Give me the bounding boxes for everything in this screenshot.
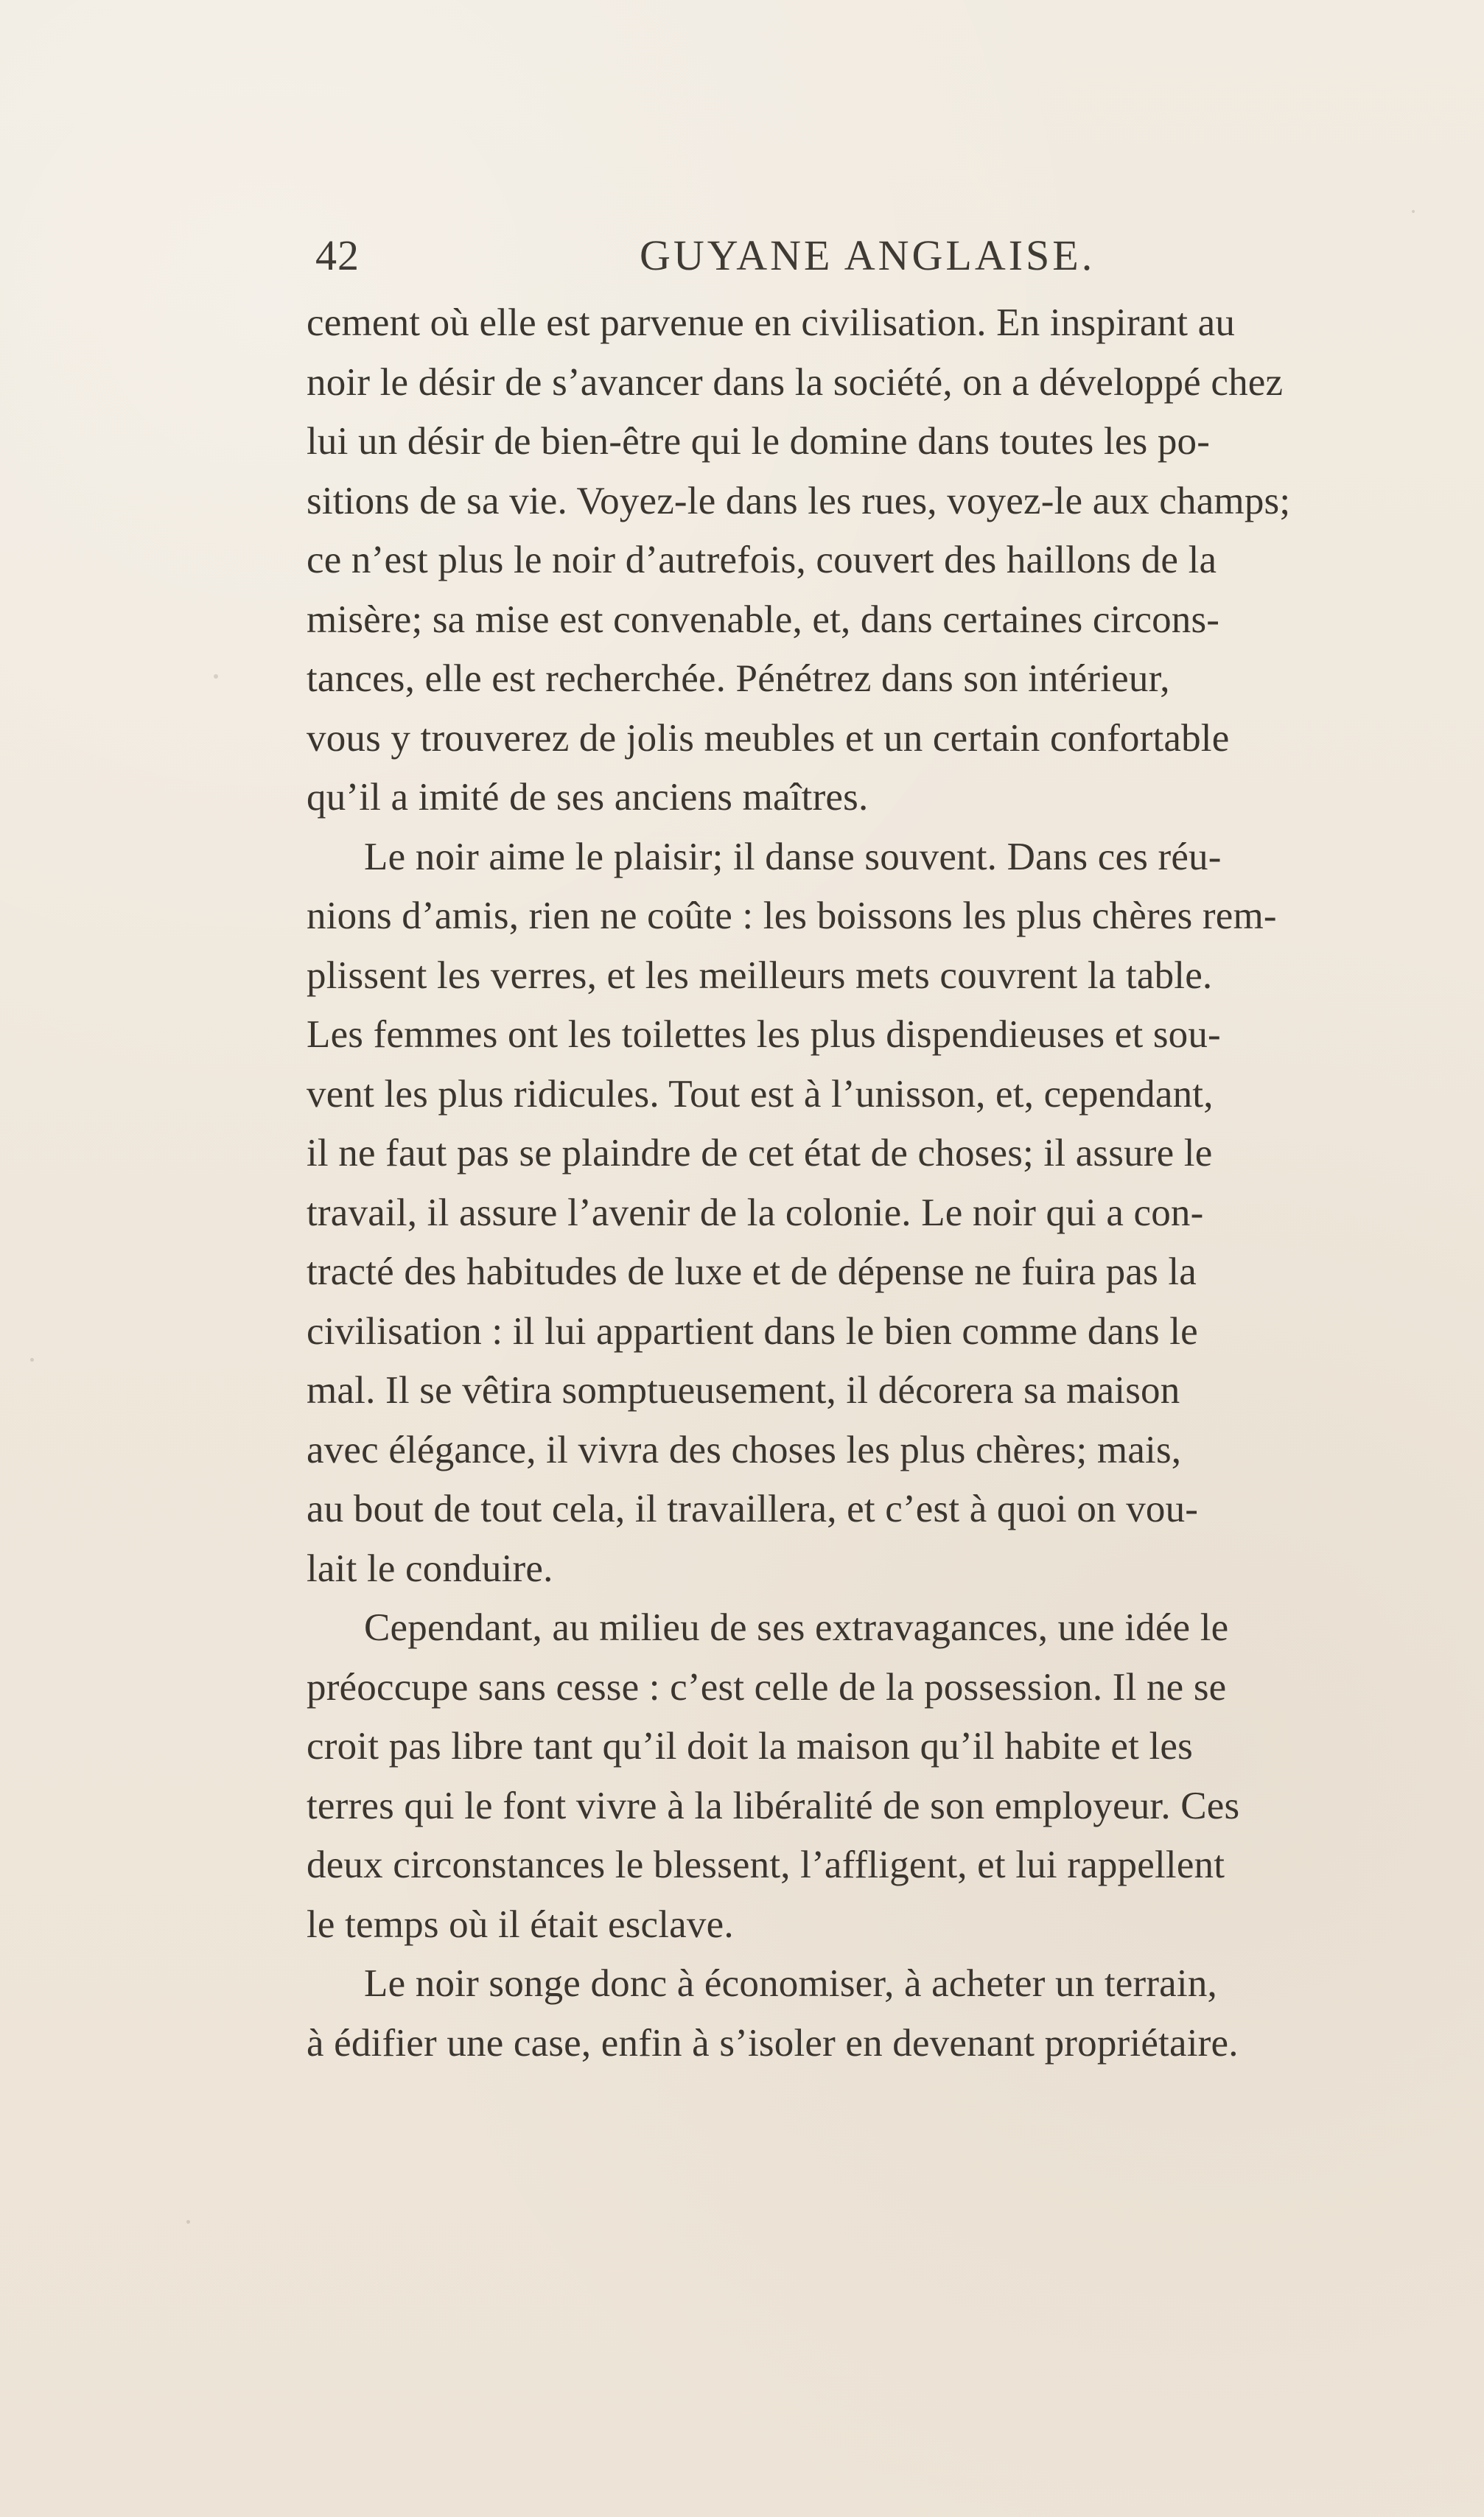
text-line: terres qui le font vivre à la libéralité de son employeur. Ces xyxy=(307,1784,1240,1827)
text-line: vent les plus ridicules. Tout est à l’unisson, et, cependant, xyxy=(307,1072,1214,1116)
text-line: qu’il a imité de ses anciens maîtres. xyxy=(307,776,869,819)
text-line: avec élégance, il vivra des choses les plus chères; mais, xyxy=(307,1428,1182,1471)
text-line: lait le conduire. xyxy=(307,1547,553,1590)
paper-speck xyxy=(30,1358,34,1362)
page-number: 42 xyxy=(315,231,360,279)
text-line: le temps où il était esclave. xyxy=(307,1902,734,1946)
text-line: misère; sa mise est convenable, et, dans certaines circons- xyxy=(307,598,1220,641)
text-line: deux circonstances le blessent, l’affligent, et lui rappellent xyxy=(307,1844,1225,1886)
text-line: au bout de tout cela, il travaillera, et c’est à quoi on vou- xyxy=(307,1488,1199,1530)
text-line: tracté des habitudes de luxe et de dépense ne fuira pas la xyxy=(307,1250,1197,1293)
text-line: tances, elle est recherchée. Pénétrez dans son intérieur, xyxy=(307,657,1170,700)
text-line: civilisation : il lui appartient dans le bien comme dans le xyxy=(307,1309,1198,1353)
text-line: sitions de sa vie. Voyez-le dans les rues, voyez-le aux champs; xyxy=(307,479,1291,522)
text-line: préoccupe sans cesse : c’est celle de la possession. Il ne se xyxy=(307,1665,1227,1709)
paragraph-start-line: Le noir songe donc à économiser, à acheter un terrain, xyxy=(364,1962,1217,2005)
text-line: à édifier une case, enfin à s’isoler en devenant propriétaire. xyxy=(307,2021,1239,2065)
paragraph-start-line: Cependant, au milieu de ses extravagances, une idée le xyxy=(364,1606,1229,1649)
text-line: cement où elle est parvenue en civilisation. En inspirant au xyxy=(307,301,1236,344)
text-line: vous y trouverez de jolis meubles et un certain confortable xyxy=(307,716,1230,760)
paper-speck xyxy=(214,674,218,679)
text-line: lui un désir de bien-être qui le domine dans toutes les po- xyxy=(307,420,1211,463)
body-text xyxy=(307,293,1419,2073)
text-line: il ne faut pas se plaindre de cet état de choses; il assure le xyxy=(307,1132,1213,1175)
text-line: plissent les verres, et les meilleurs mets couvrent la table. xyxy=(307,953,1213,997)
text-line: croit pas libre tant qu’il doit la maison qu’il habite et les xyxy=(307,1725,1193,1768)
text-line: nions d’amis, rien ne coûte : les boissons les plus chères rem- xyxy=(307,895,1277,937)
text-line: ce n’est plus le noir d’autrefois, couvert des haillons de la xyxy=(307,539,1217,581)
paper-speck xyxy=(1412,210,1415,213)
text-line: travail, il assure l’avenir de la colonie. Le noir qui a con- xyxy=(307,1191,1204,1234)
paper-speck xyxy=(186,2220,190,2224)
text-line: noir le désir de s’avancer dans la société, on a développé chez xyxy=(307,360,1284,404)
running-head: GUYANE ANGLAISE. xyxy=(640,231,1096,279)
page-header xyxy=(0,0,1484,309)
paragraph-start-line: Le noir aime le plaisir; il danse souvent. Dans ces réu- xyxy=(364,835,1222,878)
text-line: Les femmes ont les toilettes les plus dispendieuses et sou- xyxy=(307,1013,1221,1056)
text-line: mal. Il se vêtira somptueusement, il décorera sa maison xyxy=(307,1369,1180,1412)
